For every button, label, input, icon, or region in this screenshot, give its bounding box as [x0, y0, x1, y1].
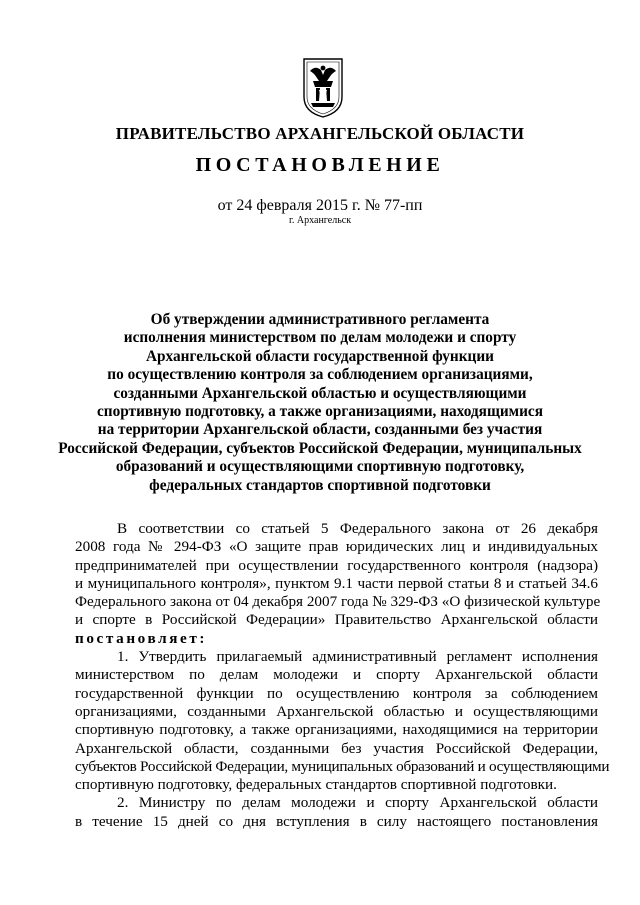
title-line: Российской Федерации, субъектов Российской Федерации, муниципальных — [58, 439, 582, 457]
body-line: Архангельской области, созданными без участия Российской Федерации, — [75, 739, 598, 757]
body-line: предпринимателей при осуществлении государственного контроля (надзора) — [75, 556, 598, 574]
document-type: ПОСТАНОВЛЕНИЕ — [195, 154, 445, 176]
document-title — [40, 311, 600, 495]
government-name: ПРАВИТЕЛЬСТВО АРХАНГЕЛЬСКОЙ ОБЛАСТИ — [115, 124, 525, 143]
body-line: спортивную подготовку, а также организациями, находящимися на территории — [75, 721, 598, 739]
body-line: 2. Министру по делам молодежи и спорту Архангельской области — [117, 794, 598, 812]
body-line: субъектов Российской Федерации, муниципальных образований и осуществляющими — [75, 757, 610, 775]
body-line: в течение 15 дней со дня вступления в силу настоящего постановления — [75, 812, 598, 830]
body-line: и муниципального контроля», пунктом 9.1 части первой статьи 8 и статьей 34.6 — [75, 574, 598, 592]
body-line: государственной функции по осуществлению контроля за соблюдением — [75, 684, 598, 702]
body-line: и спорте в Российской Федерации» Правительство Архангельской области — [75, 611, 598, 629]
title-line: созданными Архангельской областью и осуществляющими — [113, 384, 527, 402]
title-line: на территории Архангельской области, созданными без участия — [97, 421, 543, 439]
body-line: 1. Утвердить прилагаемый административный регламент исполнения — [117, 648, 598, 666]
title-line: по осуществлению контроля за соблюдением организациями, — [107, 366, 533, 384]
body-line: 2008 года № 294-ФЗ «О защите прав юридических лиц и индивидуальных — [75, 538, 598, 556]
title-line: спортивную подготовку, а также организациями, находящимися — [97, 403, 543, 421]
body-line: В соответствии со статьей 5 Федерального закона от 26 декабря — [117, 520, 598, 537]
title-line: Архангельской области государственной функции — [145, 347, 494, 365]
body-line: министерством по делам молодежи и спорту Архангельской области — [75, 666, 598, 684]
document-body — [75, 520, 610, 831]
body-line: организациями, созданными Архангельской областью и осуществляющими — [75, 702, 598, 720]
coat-of-arms-emblem — [301, 57, 345, 119]
date-number: от 24 февраля 2015 г. № 77-пп — [217, 197, 423, 214]
title-line: федеральных стандартов спортивной подготовки — [149, 476, 491, 494]
title-line: исполнения министерством по делам молодежи и спорту — [123, 329, 517, 347]
title-line: образований и осуществляющими спортивную подготовку, — [115, 458, 525, 476]
body-line: спортивную подготовку, федеральных стандартов спортивной подготовки. — [75, 776, 557, 794]
body-line: Федерального закона от 04 декабря 2007 года № 329-ФЗ «О физической культуре — [75, 593, 601, 611]
title-line: Об утверждении административного регламента — [150, 311, 490, 328]
resolution-word: постановляет: — [75, 629, 208, 647]
city-name: г. Архангельск — [288, 215, 352, 226]
